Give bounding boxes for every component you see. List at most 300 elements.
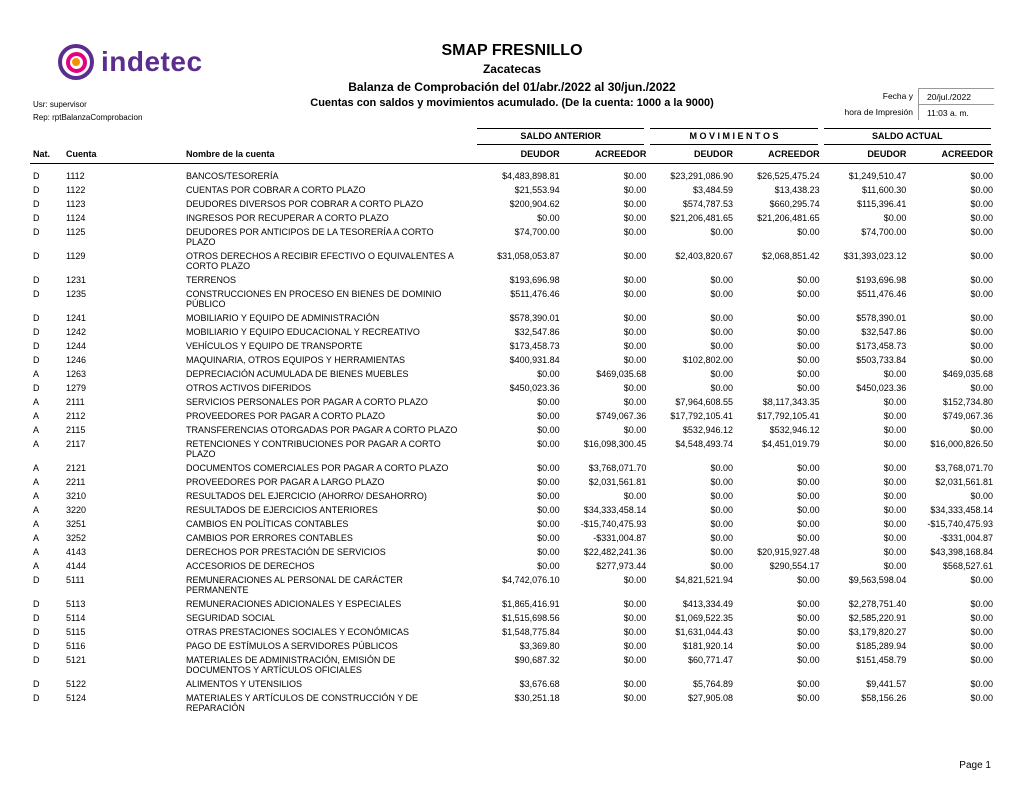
cell-act-deudor: $503,733.84 [856,355,907,365]
cell-mov-deudor: $0.00 [710,275,733,285]
table-row [30,353,994,367]
cell-act-deudor: $2,278,751.40 [848,599,907,609]
cell-cuenta: 1263 [66,369,87,379]
cell-act-deudor: $450,023.36 [856,383,907,393]
org-title: SMAP FRESNILLO [441,42,583,59]
cell-act-acreedor: $152,734.80 [942,397,993,407]
cell-nat: A [33,369,40,379]
group-header-spacer [30,128,474,145]
table-row [30,225,994,249]
cell-mov-deudor: $0.00 [710,533,733,543]
cell-mov-deudor: $0.00 [710,505,733,515]
cell-account-name: PROVEEDORES POR PAGAR A LARGO PLAZO [186,477,385,487]
cell-act-deudor: $2,585,220.91 [848,613,907,623]
cell-mov-acreedor: $0.00 [797,575,820,585]
cell-mov-deudor: $0.00 [710,519,733,529]
table-row [30,273,994,287]
cell-cuenta: 1129 [66,251,86,261]
user-label: Usr: supervisor [33,100,87,109]
cell-sa-acreedor: $0.00 [623,313,647,323]
cell-mov-acreedor: $0.00 [797,341,820,351]
cell-sa-acreedor: $749,067.36 [596,411,647,421]
cell-cuenta: 1279 [66,383,87,393]
cell-cuenta: 3252 [66,533,87,543]
cell-sa-deudor: $0.00 [537,533,560,543]
cell-account-name: MATERIALES Y ARTÍCULOS DE CONSTRUCCIÓN Y DE REPARACIÓN [186,693,419,713]
cell-act-acreedor: $0.00 [970,355,993,365]
cell-nat: D [33,679,40,689]
cell-act-acreedor: $0.00 [970,185,993,195]
table-row [30,183,994,197]
cell-mov-acreedor: $0.00 [797,369,820,379]
cell-sa-acreedor: $0.00 [623,641,647,651]
cell-cuenta: 1231 [66,275,87,285]
cell-cuenta: 5114 [66,613,86,623]
cell-mov-deudor: $17,792,105.41 [670,411,733,421]
indetec-logo [58,44,203,80]
cell-account-name: REMUNERACIONES AL PERSONAL DE CARÁCTER PERMANENTE [186,575,403,595]
cell-sa-acreedor: $0.00 [623,575,647,585]
cell-sa-deudor: $511,476.46 [510,289,560,299]
cell-sa-acreedor: $0.00 [623,397,647,407]
cell-mov-acreedor: $0.00 [797,477,820,487]
cell-nat: A [33,425,40,435]
cell-act-acreedor: $469,035.68 [942,369,993,379]
cell-nat: D [33,575,40,585]
cell-nat: D [33,251,40,261]
cell-account-name: DEUDORES POR ANTICIPOS DE LA TESORERÍA A CORTO PLAZO [186,227,434,247]
cell-nat: D [33,289,40,299]
cell-sa-acreedor: $0.00 [623,171,647,181]
cell-sa-acreedor: $0.00 [623,355,647,365]
indetec-logo-icon [58,44,94,80]
cell-mov-deudor: $2,403,820.67 [675,251,733,261]
cell-sa-acreedor: -$15,740,475.93 [580,519,647,529]
table-row [30,325,994,339]
cell-nat: D [33,355,40,365]
system-info [33,98,142,124]
cell-sa-acreedor: $0.00 [623,679,647,689]
cell-cuenta: 3210 [66,491,87,501]
cell-act-acreedor: $0.00 [970,641,993,651]
cell-sa-deudor: $3,676.68 [519,679,560,689]
cell-sa-deudor: $578,390.01 [509,313,560,323]
cell-cuenta: 2115 [66,425,86,435]
cell-cuenta: 4144 [66,561,87,571]
cell-nat: A [33,397,40,407]
cell-act-deudor: $0.00 [883,425,907,435]
cell-mov-deudor: $574,787.53 [682,199,733,209]
cell-cuenta: 5121 [66,655,87,665]
print-time-label: hora de Impresión [844,106,913,117]
cell-sa-deudor: $90,687.32 [514,655,560,665]
table-row [30,311,994,325]
cell-mov-deudor: $181,920.14 [682,641,733,651]
cell-cuenta: 1125 [66,227,86,237]
cell-act-deudor: $0.00 [883,561,907,571]
cell-nat: D [33,693,40,703]
cell-sa-acreedor: $0.00 [623,425,647,435]
table-row [30,677,994,691]
cell-nat: D [33,171,40,181]
cell-cuenta: 1246 [66,355,87,365]
cell-sa-deudor: $0.00 [537,369,560,379]
cell-act-deudor: $11,600.30 [861,185,907,195]
table-row [30,249,994,273]
cell-cuenta: 1123 [66,199,86,209]
cell-nat: D [33,341,40,351]
cell-nat: A [33,561,40,571]
cell-mov-deudor: $5,764.89 [692,679,733,689]
cell-account-name: MATERIALES DE ADMINISTRACIÓN, EMISIÓN DE DOCUMENTOS Y ARTÍCULOS OFICIALES [186,655,396,675]
cell-act-deudor: $193,696.98 [856,275,907,285]
cell-mov-acreedor: $0.00 [797,693,820,703]
cell-act-acreedor: $0.00 [970,227,993,237]
cell-mov-deudor: $0.00 [710,327,733,337]
cell-act-deudor: $0.00 [883,477,907,487]
cell-nat: D [33,627,40,637]
cell-sa-acreedor: $0.00 [623,327,647,337]
cell-act-deudor: $115,396.41 [856,199,907,209]
cell-mov-acreedor: $0.00 [797,519,820,529]
cell-act-acreedor: $0.00 [970,599,993,609]
cell-sa-deudor: $1,548,775.84 [502,627,560,637]
cell-act-acreedor: $0.00 [970,693,993,703]
cell-sa-deudor: $0.00 [537,463,560,473]
cell-account-name: RESULTADOS DEL EJERCICIO (AHORRO/ DESAHORRO) [186,491,427,501]
cell-sa-deudor: $200,904.62 [509,199,560,209]
cell-mov-deudor: $0.00 [710,227,733,237]
cell-act-deudor: $0.00 [883,463,907,473]
table-row [30,611,994,625]
cell-cuenta: 5115 [66,627,86,637]
col-sa-acreedor: ACREEDOR [594,149,647,159]
cell-cuenta: 1235 [66,289,87,299]
cell-account-name: SERVICIOS PERSONALES POR PAGAR A CORTO PLAZO [186,397,428,407]
cell-mov-acreedor: $4,451,019.79 [762,439,820,449]
group-movimientos: M O V I M I E N T O S [650,128,817,145]
cell-nat: A [33,519,40,529]
cell-act-acreedor: $0.00 [970,251,993,261]
col-act-deudor: DEUDOR [867,149,907,159]
col-cuenta: Cuenta [66,149,97,159]
cell-sa-acreedor: $0.00 [623,251,647,261]
cell-act-deudor: $0.00 [883,411,907,421]
cell-mov-acreedor: $0.00 [797,327,820,337]
cell-account-name: TERRENOS [186,275,237,285]
cell-sa-deudor: $0.00 [537,477,560,487]
cell-act-acreedor: $0.00 [970,627,993,637]
cell-cuenta: 5111 [66,575,85,585]
cell-sa-deudor: $0.00 [537,425,560,435]
cell-mov-acreedor: $0.00 [797,679,820,689]
cell-act-deudor: $32,547.86 [861,327,907,337]
cell-mov-acreedor: $21,206,481.65 [757,213,820,223]
cell-account-name: OTROS DERECHOS A RECIBIR EFECTIVO O EQUIVALENTES A CORTO PLAZO [186,251,454,271]
cell-act-acreedor: $0.00 [970,679,993,689]
cell-account-name: TRANSFERENCIAS OTORGADAS POR PAGAR A CORTO PLAZO [186,425,458,435]
cell-act-acreedor: $0.00 [970,275,993,285]
table-group-header-row [30,128,994,145]
cell-cuenta: 1242 [66,327,87,337]
col-nat: Nat. [33,149,51,159]
cell-act-acreedor: $0.00 [970,199,993,209]
cell-sa-deudor: $31,058,053.87 [497,251,560,261]
cell-sa-acreedor: $0.00 [623,627,647,637]
cell-cuenta: 2112 [66,411,86,421]
cell-sa-acreedor: $0.00 [623,341,647,351]
cell-mov-deudor: $7,964,608.55 [675,397,733,407]
cell-act-acreedor: $749,067.36 [942,411,993,421]
cell-cuenta: 5113 [66,599,86,609]
col-mov-acreedor: ACREEDOR [768,149,820,159]
cell-sa-acreedor: $277,973.44 [596,561,647,571]
page-number: Page 1 [959,760,991,771]
cell-account-name: BANCOS/TESORERÍA [186,171,279,181]
cell-act-deudor: $511,476.46 [856,289,907,299]
cell-sa-acreedor: $0.00 [623,491,647,501]
cell-nat: D [33,655,40,665]
table-row [30,287,994,311]
cell-sa-acreedor: $0.00 [623,383,647,393]
cell-act-acreedor: $34,333,458.14 [930,505,993,515]
cell-sa-acreedor: $0.00 [623,613,647,623]
cell-act-deudor: $0.00 [883,547,907,557]
table-row [30,367,994,381]
table-row [30,197,994,211]
col-nombre: Nombre de la cuenta [186,149,275,159]
cell-mov-deudor: $102,802.00 [682,355,733,365]
cell-sa-acreedor: $3,768,071.70 [588,463,647,473]
cell-act-acreedor: $0.00 [970,313,993,323]
cell-act-acreedor: -$331,004.87 [939,533,993,543]
cell-sa-deudor: $30,251.18 [514,693,560,703]
cell-sa-deudor: $0.00 [537,397,560,407]
table-row [30,169,994,183]
cell-account-name: DOCUMENTOS COMERCIALES POR PAGAR A CORTO PLAZO [186,463,449,473]
cell-sa-deudor: $0.00 [537,213,560,223]
print-date-value: 20/jul./2022 [918,88,994,104]
cell-act-deudor: $9,563,598.04 [848,575,907,585]
cell-sa-deudor: $74,700.00 [514,227,560,237]
cell-account-name: RETENCIONES Y CONTRIBUCIONES POR PAGAR A CORTO PLAZO [186,439,441,459]
cell-act-acreedor: $0.00 [970,341,993,351]
cell-mov-deudor: $1,069,522.35 [675,613,733,623]
cell-mov-acreedor: $20,915,927.48 [757,547,820,557]
table-row [30,531,994,545]
print-meta [844,88,994,120]
cell-sa-acreedor: $0.00 [623,185,647,195]
cell-account-name: CAMBIOS EN POLÍTICAS CONTABLES [186,519,349,529]
cell-mov-deudor: $3,484.59 [692,185,733,195]
cell-mov-deudor: $0.00 [710,561,733,571]
cell-act-deudor: $1,249,510.47 [848,171,907,181]
cell-sa-acreedor: $22,482,241.36 [583,547,647,557]
cell-cuenta: 1112 [66,171,85,181]
cell-mov-deudor: $0.00 [710,477,733,487]
print-time-value: 11:03 a. m. [918,104,994,120]
cell-mov-deudor: $4,548,493.74 [675,439,733,449]
cell-sa-deudor: $0.00 [537,561,560,571]
cell-nat: D [33,275,40,285]
cell-sa-deudor: $193,696.98 [509,275,560,285]
table-row [30,559,994,573]
cell-act-deudor: $58,156.26 [861,693,907,703]
cell-sa-deudor: $4,483,898.81 [502,171,560,181]
cell-cuenta: 5116 [66,641,86,651]
cell-nat: D [33,641,40,651]
cell-cuenta: 1244 [66,341,87,351]
table-row [30,639,994,653]
group-saldo-actual: SALDO ACTUAL [824,128,991,145]
table-row [30,691,994,715]
cell-nat: D [33,199,40,209]
cell-nat: A [33,411,40,421]
cell-mov-deudor: $27,905.08 [687,693,733,703]
cell-act-acreedor: $0.00 [970,575,993,585]
indetec-logo-text: indetec [101,46,203,77]
cell-sa-acreedor: $16,098,300.45 [583,439,647,449]
cell-cuenta: 1122 [66,185,86,195]
cell-mov-acreedor: $0.00 [797,289,820,299]
table-row [30,545,994,559]
table-row [30,475,994,489]
cell-sa-acreedor: $469,035.68 [596,369,647,379]
table-row [30,517,994,531]
cell-nat: D [33,185,40,195]
table-row [30,409,994,423]
table-row [30,339,994,353]
group-saldo-anterior: SALDO ANTERIOR [477,128,644,145]
cell-sa-deudor: $0.00 [537,491,560,501]
cell-act-acreedor: $0.00 [970,327,993,337]
cell-act-deudor: $0.00 [883,439,907,449]
cell-mov-deudor: $21,206,481.65 [670,213,733,223]
cell-act-acreedor: $0.00 [970,613,993,623]
table-row [30,461,994,475]
cell-mov-acreedor: $290,554.17 [769,561,820,571]
cell-sa-acreedor: $0.00 [623,599,647,609]
report-title: Balanza de Comprobación del 01/abr./2022 al 30/jun./2022 [348,80,676,94]
cell-mov-acreedor: $0.00 [797,463,820,473]
cell-nat: A [33,505,40,515]
cell-act-deudor: $151,458.79 [856,655,907,665]
table-row [30,653,994,677]
cell-nat: A [33,477,40,487]
cell-sa-acreedor: -$331,004.87 [593,533,647,543]
cell-account-name: ACCESORIOS DE DERECHOS [186,561,315,571]
cell-sa-deudor: $0.00 [537,411,560,421]
table-row [30,503,994,517]
cell-cuenta: 1241 [66,313,87,323]
cell-nat: D [33,213,40,223]
col-sa-deudor: DEUDOR [520,149,560,159]
cell-act-deudor: $0.00 [883,519,907,529]
cell-sa-deudor: $21,553.94 [514,185,560,195]
cell-account-name: MAQUINARIA, OTROS EQUIPOS Y HERRAMIENTAS [186,355,406,365]
cell-act-acreedor: $0.00 [970,383,993,393]
col-mov-deudor: DEUDOR [693,149,733,159]
cell-cuenta: 3251 [66,519,87,529]
cell-sa-acreedor: $0.00 [623,213,647,223]
cell-act-deudor: $74,700.00 [861,227,907,237]
cell-mov-acreedor: $0.00 [797,599,820,609]
table-row [30,625,994,639]
cell-act-deudor: $173,458.73 [856,341,907,351]
cell-mov-acreedor: $0.00 [797,613,820,623]
cell-cuenta: 3220 [66,505,87,515]
cell-cuenta: 1124 [66,213,86,223]
cell-sa-acreedor: $0.00 [623,655,647,665]
cell-mov-deudor: $0.00 [710,289,733,299]
cell-mov-acreedor: $660,295.74 [769,199,820,209]
cell-act-deudor: $185,289.94 [856,641,907,651]
cell-nat: A [33,533,40,543]
cell-sa-acreedor: $0.00 [623,275,647,285]
cell-act-deudor: $0.00 [883,369,907,379]
cell-act-acreedor: $568,527.61 [942,561,993,571]
cell-mov-acreedor: $8,117,343.35 [762,397,820,407]
table-row [30,437,994,461]
cell-sa-acreedor: $34,333,458.14 [583,505,647,515]
cell-mov-acreedor: $0.00 [797,275,820,285]
cell-nat: D [33,327,40,337]
cell-mov-deudor: $0.00 [710,463,733,473]
cell-cuenta: 2211 [66,477,86,487]
cell-act-acreedor: $2,031,561.81 [935,477,993,487]
cell-sa-deudor: $400,931.84 [509,355,560,365]
cell-mov-deudor: $23,291,086.90 [670,171,733,181]
cell-mov-deudor: $0.00 [710,341,733,351]
cell-mov-acreedor: $0.00 [797,533,820,543]
cell-sa-deudor: $3,369.80 [519,641,560,651]
cell-account-name: PROVEEDORES POR PAGAR A CORTO PLAZO [186,411,386,421]
cell-sa-acreedor: $2,031,561.81 [588,477,647,487]
cell-act-deudor: $3,179,820.27 [848,627,907,637]
col-act-acreedor: ACREEDOR [941,149,993,159]
cell-account-name: PAGO DE ESTÍMULOS A SERVIDORES PÚBLICOS [186,641,398,651]
cell-nat: D [33,227,40,237]
cell-mov-acreedor: $0.00 [797,355,820,365]
cell-act-acreedor: -$15,740,475.93 [927,519,993,529]
cell-act-deudor: $0.00 [883,213,907,223]
state-subtitle: Zacatecas [482,62,542,76]
cell-sa-deudor: $32,547.86 [514,327,560,337]
cell-sa-deudor: $0.00 [537,439,560,449]
cell-act-acreedor: $0.00 [970,655,993,665]
cell-act-acreedor: $0.00 [970,213,993,223]
cell-act-deudor: $0.00 [883,397,907,407]
cell-account-name: CONSTRUCCIONES EN PROCESO EN BIENES DE DOMINIO PÚBLICO [186,289,442,309]
cell-act-deudor: $0.00 [883,491,907,501]
cell-mov-deudor: $1,631,044.43 [675,627,733,637]
cell-account-name: DEUDORES DIVERSOS POR COBRAR A CORTO PLAZO [186,199,424,209]
cell-mov-acreedor: $0.00 [797,505,820,515]
cell-nat: D [33,613,40,623]
cell-mov-deudor: $0.00 [710,369,733,379]
cell-account-name: VEHÍCULOS Y EQUIPO DE TRANSPORTE [186,341,363,351]
cell-mov-acreedor: $17,792,105.41 [757,411,820,421]
table-row [30,597,994,611]
cell-account-name: INGRESOS POR RECUPERAR A CORTO PLAZO [186,213,389,223]
cell-nat: D [33,599,40,609]
cell-nat: A [33,463,40,473]
cell-act-acreedor: $43,398,168.84 [930,547,993,557]
cell-mov-acreedor: $0.00 [797,383,820,393]
cell-account-name: DERECHOS POR PRESTACIÓN DE SERVICIOS [186,547,386,557]
cell-sa-deudor: $0.00 [537,505,560,515]
cell-sa-deudor: $450,023.36 [509,383,560,393]
